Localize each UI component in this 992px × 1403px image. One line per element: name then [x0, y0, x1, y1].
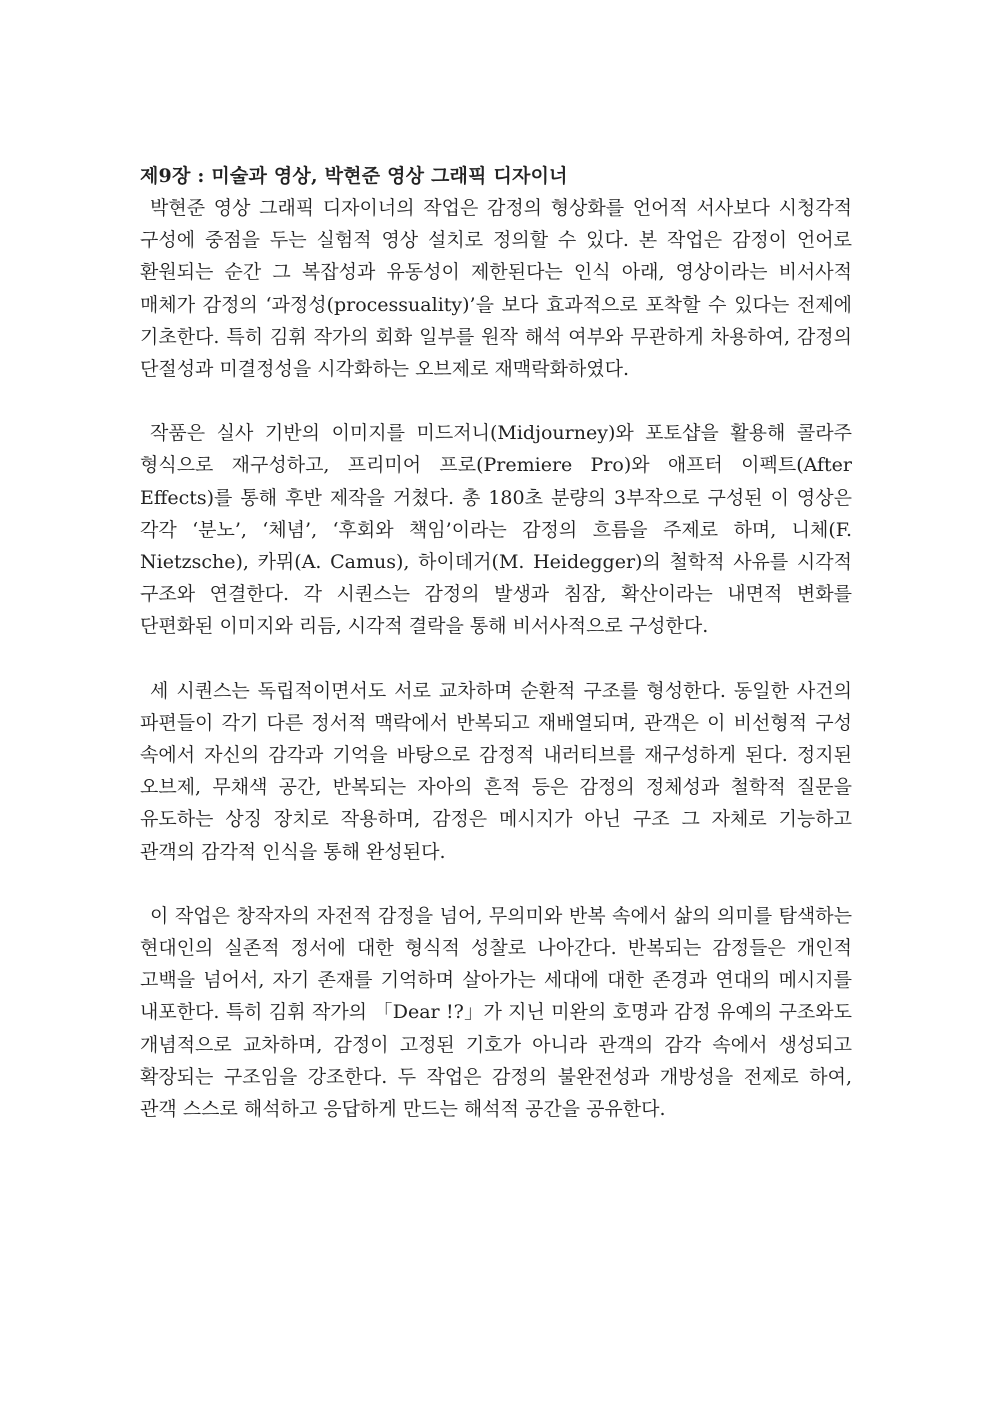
document-page: [140, 160, 852, 1125]
paragraph-2: 작품은 실사 기반의 이미지를 미드저니(Midjourney)와 포토샵을 활용해 콜라주 형식으로 재구성하고, 프리미어 프로(Premiere Pro)와 애프터 이펙트(After Effects)를 통해 후반 제작을 거쳤다. 총 180초 분량의 3부작으로 구성된 이 영상은 각각 ‘분노’, ‘체념’, ‘후회와 책임’이라는 감정의 흐름을 주제로 하며, 니체(F. Nietzsche), 카뮈(A. Camus), 하이데거(M. Heidegger)의 철학적 사유를 시각적 구조와 연결한다. 각 시퀀스는 감정의 발생과 침잠, 확산이라는 내면적 변화를 단편화된 이미지와 리듬, 시각적 결락을 통해 비서사적으로 구성한다.: [140, 422, 852, 638]
paragraph-4: 이 작업은 창작자의 자전적 감정을 넘어, 무의미와 반복 속에서 삶의 의미를 탐색하는 현대인의 실존적 정서에 대한 형식적 성찰로 나아간다. 반복되는 감정들은 개인적 고백을 넘어서, 자기 존재를 기억하며 살아가는 세대에 대한 존경과 연대의 메시지를 내포한다. 특히 김휘 작가의 「Dear !?」가 지닌 미완의 호명과 감정 유예의 구조와도 개념적으로 교차하며, 감정이 고정된 기호가 아니라 관객의 감각 속에서 생성되고 확장되는 구조임을 강조한다. 두 작업은 감정의 불완전성과 개방성을 전제로 하여, 관객 스스로 해석하고 응답하게 만드는 해석적 공간을 공유한다.: [140, 904, 852, 1121]
chapter-title: 제9장 : 미술과 영상, 박현준 영상 그래픽 디자이너: [140, 165, 568, 187]
paragraph-1: 박현준 영상 그래픽 디자이너의 작업은 감정의 형상화를 언어적 서사보다 시청각적 구성에 중점을 두는 실험적 영상 설치로 정의할 수 있다. 본 작업은 감정이 언어로 환원되는 순간 그 복잡성과 유동성이 제한된다는 인식 아래, 영상이라는 비서사적 매체가 감정의 ‘과정성(processuality)’을 보다 효과적으로 포착할 수 있다는 전제에 기초한다. 특히 김휘 작가의 회화 일부를 원작 해석 여부와 무관하게 차용하여, 감정의 단절성과 미결정성을 시각화하는 오브제로 재맥락화하였다.: [140, 197, 852, 381]
paragraph-3: 세 시퀀스는 독립적이면서도 서로 교차하며 순환적 구조를 형성한다. 동일한 사건의 파편들이 각기 다른 정서적 맥락에서 반복되고 재배열되며, 관객은 이 비선형적 구성 속에서 자신의 감각과 기억을 바탕으로 감정적 내러티브를 재구성하게 된다. 정지된 오브제, 무채색 공간, 반복되는 자아의 흔적 등은 감정의 정체성과 철학적 질문을 유도하는 상징 장치로 작용하며, 감정은 메시지가 아닌 구조 그 자체로 기능하고 관객의 감각적 인식을 통해 완성된다.: [140, 679, 852, 863]
